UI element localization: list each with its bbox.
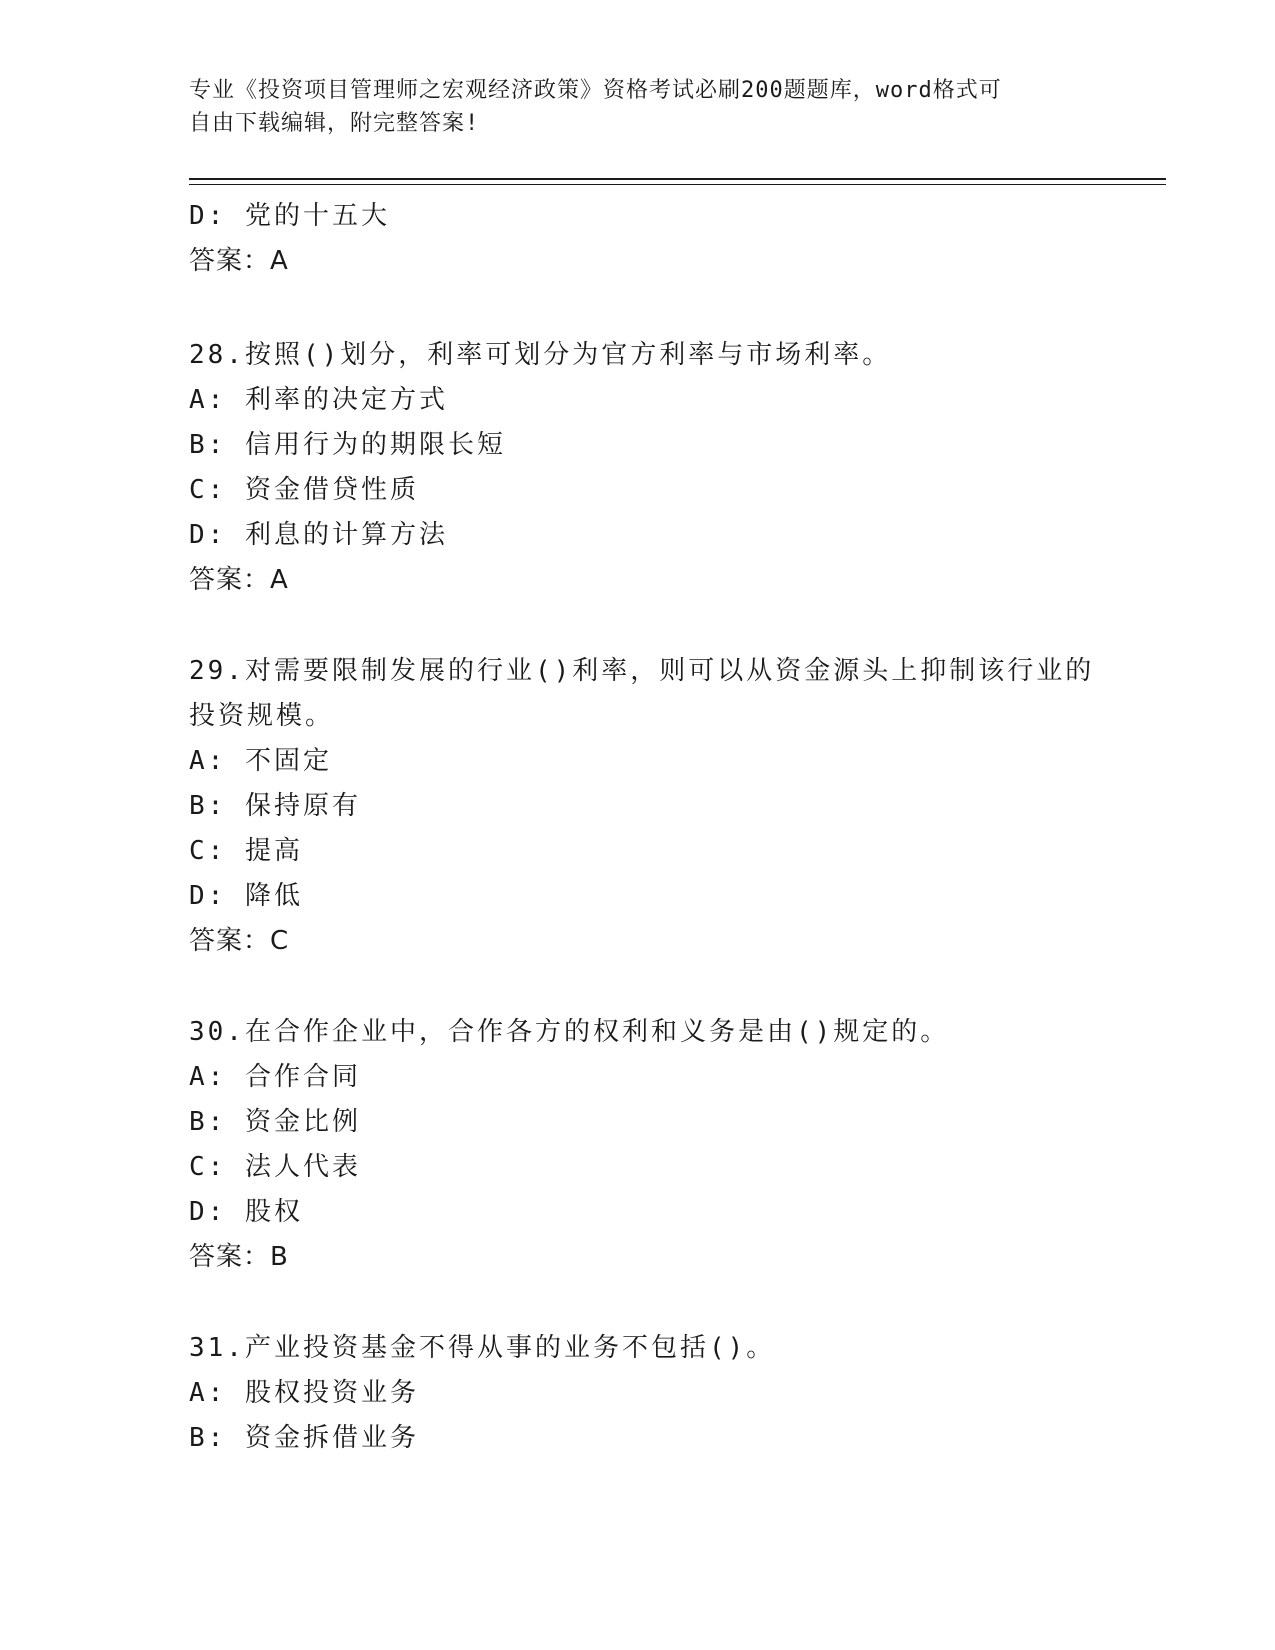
q29-stem-line-1: 29.对需要限制发展的行业()利率，则可以从资金源头上抑制该行业的 <box>189 656 1095 686</box>
q30-stem: 30.在合作企业中，合作各方的权利和义务是由()规定的。 <box>189 1017 950 1047</box>
q28-option-d: D: 利息的计算方法 <box>189 520 448 550</box>
header-line-1: 专业《投资项目管理师之宏观经济政策》资格考试必刷200题题库，word格式可 <box>189 78 1002 103</box>
q28-option-c: C: 资金借贷性质 <box>189 475 419 505</box>
q29-option-b: B: 保持原有 <box>189 791 361 821</box>
q29-answer: 答案：C <box>189 926 290 956</box>
q28-option-a: A: 利率的决定方式 <box>189 385 448 415</box>
q30-option-c: C: 法人代表 <box>189 1152 361 1182</box>
q30-answer: 答案：B <box>189 1242 289 1272</box>
q29-option-c: C: 提高 <box>189 836 303 866</box>
q30-option-a: A: 合作合同 <box>189 1062 361 1092</box>
q31-option-b: B: 资金拆借业务 <box>189 1423 419 1453</box>
q31-option-a: A: 股权投资业务 <box>189 1378 419 1408</box>
q31-stem: 31.产业投资基金不得从事的业务不包括()。 <box>189 1333 776 1363</box>
q29-stem-line-2: 投资规模。 <box>189 701 335 731</box>
q28-answer: 答案：A <box>189 565 289 595</box>
document-header <box>189 74 1089 140</box>
q28-stem: 28.按照()划分，利率可划分为官方利率与市场利率。 <box>189 340 892 370</box>
q27-answer: 答案：A <box>189 246 289 276</box>
q29-option-a: A: 不固定 <box>189 746 332 776</box>
q30-option-d: D: 股权 <box>189 1197 303 1227</box>
q30-option-b: B: 资金比例 <box>189 1107 361 1137</box>
header-line-2: 自由下载编辑，附完整答案! <box>189 111 480 136</box>
header-divider-thick <box>189 178 1166 180</box>
q29-option-d: D: 降低 <box>189 881 303 911</box>
q27-option-d: D: 党的十五大 <box>189 201 390 231</box>
header-divider-thin <box>189 184 1166 185</box>
q28-option-b: B: 信用行为的期限长短 <box>189 430 506 460</box>
